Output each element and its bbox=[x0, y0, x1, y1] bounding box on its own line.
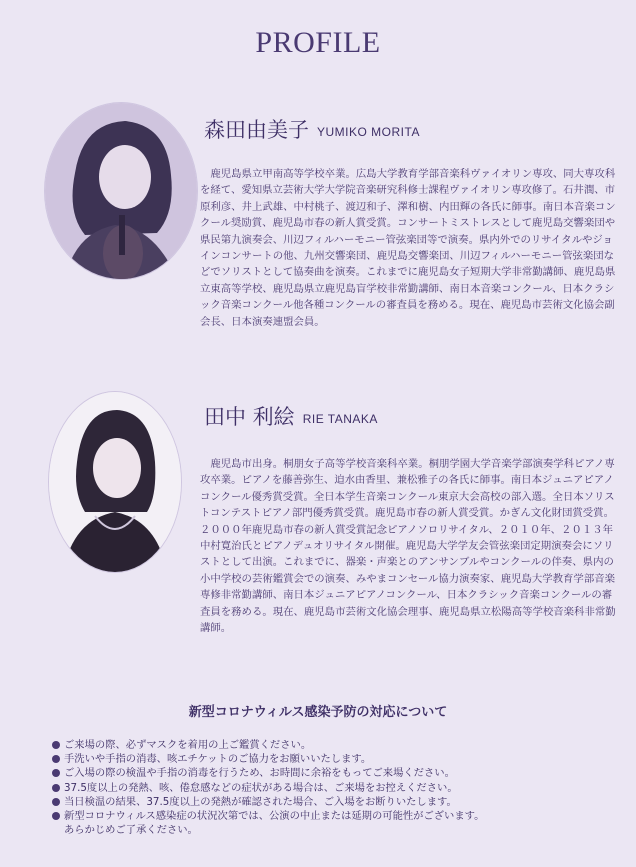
name-romaji: YUMIKO MORITA bbox=[317, 124, 420, 139]
bullet-icon bbox=[52, 755, 60, 763]
notice-list bbox=[52, 738, 612, 837]
profile-bio-morita: 鹿児島県立甲南高等学校卒業。広島大学教育学部音楽科ヴァイオリン専攻、同大専攻科を経て、愛知県立芸術大学大学院音楽研究科修士課程ヴァイオリン専攻修了。石井潤、市原利彦、井上武雄、中村桃子、渡辺和子、澤和樹、内田輝の各氏に師事。南日本音楽コンクール奨励賞、鹿児島市春の新人賞受賞。コンサートミストレスとして鹿児島交響楽団や県民第九演奏会、川辺フィルハーモニー管弦楽団等で演奏。県内外でのリサイタルやジョインコンサートの他、九州交響楽団、鹿児島交響楽団、川辺フィルハーモニー管弦楽団などでソリストとして協奏曲を演奏。これまでに鹿児島女子短期大学非常勤講師、鹿児島県立東高等学校、鹿児島県立鹿児島盲学校非常勤講師、南日本音楽コンクール、日本クラシック音楽コンクール他各種コンクールの審査員を務める。現在、鹿児島市芸術文化協会副会長、日本演奏連盟会員。 bbox=[200, 168, 616, 328]
list-item: 当日検温の結果、37.5度以上の発熱が確認された場合、ご入場をお断りいたします。 bbox=[52, 795, 612, 809]
list-item: ご来場の際、必ずマスクを着用の上ご鑑賞ください。 bbox=[52, 738, 612, 752]
profile-name-morita bbox=[204, 114, 420, 144]
notice-title: 新型コロナウィルス感染予防の対応について bbox=[188, 705, 448, 720]
name-kanji: 田中 利絵 bbox=[204, 405, 295, 429]
bullet-icon bbox=[52, 741, 60, 749]
profile-name-tanaka bbox=[204, 401, 378, 431]
bullet-icon bbox=[52, 798, 60, 806]
list-item: 新型コロナウィルス感染症の状況次第では、公演の中止または延期の可能性がございます。 bbox=[52, 809, 612, 823]
name-kanji: 森田由美子 bbox=[204, 118, 309, 142]
profile-bio-tanaka: 鹿児島市出身。桐朋女子高等学校音楽科卒業。桐朋学園大学音楽学部演奏学科ピアノ専攻卒業。ピアノを藤善弥生、迫水由香里、兼松雅子の各氏に師事。南日本ジュニアピアノコンクール優秀賞受賞。全日本学生音楽コンクール東京大会高校の部入選。全日本ソリストコンテストピアノ部門優秀賞受賞。鹿児島市春の新人賞受賞。かぎん文化財団賞受賞。２０００年鹿児島市春の新人賞受賞記念ピアノソロリサイタル、２０１０年、２０１３年中村寛治氏とピアノデュオリサイタル開催。鹿児島大学学友会管弦楽団定期演奏会にソリストとして出演。これまでに、器楽・声楽とのアンサンブルやコンクールの伴奏、県内の小中学校の芸術鑑賞会での演奏、みやまコンセール協力演奏家、鹿児島大学教育学部音楽専修非常勤講師、南日本ジュニアピアノコンクール、日本クラシック音楽コンクールの審査員を務める。現在、鹿児島市芸術文化協会理事、鹿児島県立松陽高等学校音楽科非常勤講師。 bbox=[200, 458, 616, 635]
list-item: ご入場の際の検温や手指の消毒を行うため、お時間に余裕をもってご来場ください。 bbox=[52, 766, 612, 780]
page-title: PROFILE bbox=[255, 26, 381, 59]
portrait-photo-tanaka bbox=[48, 391, 182, 573]
list-item: 37.5度以上の発熱、咳、倦怠感などの症状がある場合は、ご来場をお控えください。 bbox=[52, 781, 612, 795]
portrait-photo-morita bbox=[44, 102, 198, 280]
name-romaji: RIE TANAKA bbox=[302, 411, 378, 426]
bullet-icon bbox=[52, 769, 60, 777]
list-item: 手洗いや手指の消毒、咳エチケットのご協力をお願いいたします。 bbox=[52, 752, 612, 766]
list-item-continuation: あらかじめご了承ください。 bbox=[64, 824, 198, 837]
bullet-icon bbox=[52, 784, 60, 792]
bullet-icon bbox=[52, 812, 60, 820]
